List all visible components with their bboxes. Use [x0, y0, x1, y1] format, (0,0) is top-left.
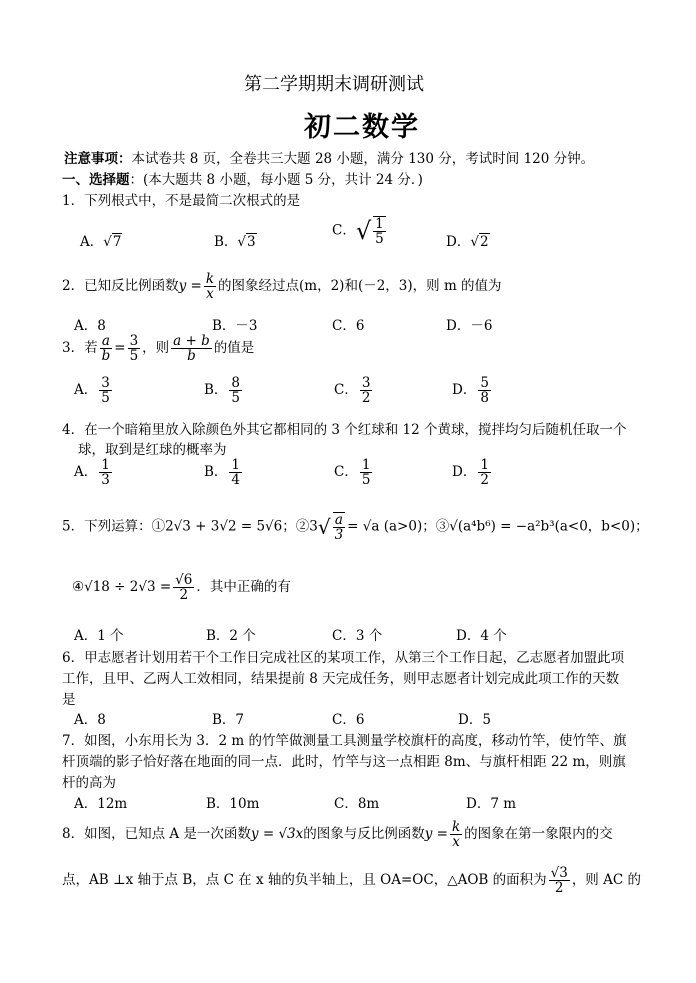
q7-option-a: A．12m: [74, 796, 128, 812]
option-letter: C．: [332, 222, 356, 239]
q6-line3: 是: [62, 692, 76, 708]
radicand: 7: [112, 234, 122, 250]
fraction: $\frac{3}{5}$: [129, 333, 139, 365]
radical-sign: √: [317, 515, 331, 540]
q7-line2: 杆顶端的影子恰好落在地面的同一点．此时，竹竿与这一点相距 8m、与旗杆相距 22 m，则旗: [62, 754, 626, 770]
q5-option-c: C．3 个: [332, 628, 383, 644]
q5-option-a: A．1 个: [74, 628, 124, 644]
q3-option-d: D． $\frac{5}{8}$: [452, 375, 489, 407]
section-desc: ：(本大题共 8 小题，每小题 5 分，共计 24 分．): [129, 172, 423, 188]
fraction: $\frac{a + b}{b}$: [173, 333, 210, 365]
q2-option-c: C．6: [332, 318, 365, 334]
q1-option-d: [446, 230, 490, 250]
fraction: $\frac{a}{3}$: [334, 512, 344, 544]
notice-text: 本试卷共 8 页，全卷共三大题 28 小题，满分 130 分，考试时间 120 分钟。: [131, 151, 595, 167]
fraction: $\frac{1}{5}$: [375, 216, 384, 248]
q6-option-b: B．7: [212, 712, 245, 728]
radicand: 3: [247, 234, 256, 250]
option-letter: A．: [80, 234, 104, 250]
option-letter: D．: [446, 234, 471, 250]
radical-sign: √: [355, 217, 372, 246]
q1-option-b: [214, 230, 257, 250]
q2-option-a: A．8: [74, 318, 106, 334]
q8-line2: 点，AB ⊥x 轴于点 B，点 C 在 x 轴的负半轴上，且 OA=OC，△AOB 的面积为 $\frac{√3}{2}$ ，则 AC 的: [62, 865, 641, 897]
q4-line1: 4．在一个暗箱里放入除颜色外其它都相同的 3 个红球和 12 个黄球，搅拌均匀后随机任取一个: [62, 422, 627, 438]
option-letter: B．: [214, 234, 238, 250]
linear-function: y = √3x: [250, 826, 304, 843]
q7-option-b: B．10m: [206, 796, 260, 812]
q3-stem: 3．若 $\frac{a}{b}$ = $\frac{3}{5}$ ，则 $\frac{a + b}{b}$ 的值是: [62, 333, 255, 365]
fraction: $\frac{a}{b}$: [101, 333, 111, 365]
expr-1: 2√3 + 3√2 = 5√6: [165, 518, 283, 535]
q6-line2: 工作，且甲、乙两人工效相同，结果提前 8 天完成任务，则甲志愿者计划完成此项工作的天数: [62, 671, 620, 687]
q4-option-a: A． $\frac{1}{3}$: [74, 457, 110, 489]
q6-option-d: D．5: [458, 712, 491, 728]
fraction: $\frac{k}{x}$: [205, 271, 215, 303]
q4-line2: 球，取到是红球的概率为: [78, 442, 227, 458]
q3-option-a: A． $\frac{3}{5}$: [74, 375, 110, 407]
q1-option-a: [80, 230, 122, 250]
subject-title: 初二数学: [304, 112, 420, 143]
radical: √2: [470, 234, 489, 250]
q2-option-b: B．－3: [212, 318, 258, 334]
q7-line1: 7．如图，小东用长为 3．2 m 的竹竿做测量工具测量学校旗杆的高度，移动竹竿，使竹竿、旗: [62, 733, 627, 749]
q5-option-d: D．4 个: [456, 628, 507, 644]
q4-option-b: B． $\frac{1}{4}$: [204, 457, 241, 489]
q2-stem: 2．已知反比例函数y = $\frac{k}{x}$ 的图象经过点(m，2)和(－2，3)，则 m 的值为: [62, 271, 502, 303]
q5-line2: ④√18 ÷ 2√3 = $\frac{√6}{2}$ ．其中正确的有: [72, 572, 291, 604]
radical: √3: [237, 234, 256, 250]
notice-label: 注意事项：: [64, 151, 132, 167]
exam-title: 第二学期期末调研测试: [244, 74, 424, 95]
radical: √7: [103, 234, 122, 250]
q7-option-d: D．7 m: [466, 796, 517, 812]
expr-3: √(a⁴b⁶) = −a²b³: [449, 518, 555, 535]
fraction: $\frac{k}{x}$: [451, 819, 461, 851]
fraction: $\frac{√6}{2}$: [175, 572, 193, 604]
section-header: [62, 168, 423, 188]
q5-option-b: B．2 个: [206, 628, 256, 644]
q4-option-c: C． $\frac{1}{5}$: [334, 457, 371, 489]
q1-stem: 1．下列根式中，不是最简二次根式的是: [62, 193, 301, 209]
q7-line3: 杆的高为: [62, 775, 116, 791]
q6-option-c: C．6: [332, 712, 365, 728]
q4-option-d: D． $\frac{1}{2}$: [452, 457, 489, 489]
q3-option-b: B． $\frac{8}{5}$: [204, 375, 241, 407]
q7-option-c: C．8m: [334, 796, 380, 812]
q2-option-d: D．－6: [446, 318, 493, 334]
expr-4: √18 ÷ 2√3 =: [84, 579, 172, 596]
q1-option-c: [332, 216, 388, 246]
q8-line1: 8．如图，已知点 A 是一次函数y = √3x的图象与反比例函数y = $\frac{k}{x}$ 的图象在第一象限内的交: [62, 819, 613, 851]
section-label: 一、选择题: [62, 172, 130, 188]
radicand: 2: [479, 234, 489, 250]
q5-line1: 5．下列运算：①2√3 + 3√2 = 5√6；②3√ $\frac{a}{3}$ = √a (a>0)；③√(a⁴b⁶) = −a²b³(a<0，b<0)；: [62, 512, 649, 544]
fraction: $\frac{√3}{2}$: [550, 865, 568, 897]
q6-option-a: A．8: [74, 712, 106, 728]
notice: [64, 147, 594, 167]
q6-line1: 6．甲志愿者计划用若干个工作日完成社区的某项工作，从第三个工作日起，乙志愿者加盟此项: [62, 650, 625, 666]
q3-option-c: C． $\frac{3}{2}$: [334, 375, 371, 407]
